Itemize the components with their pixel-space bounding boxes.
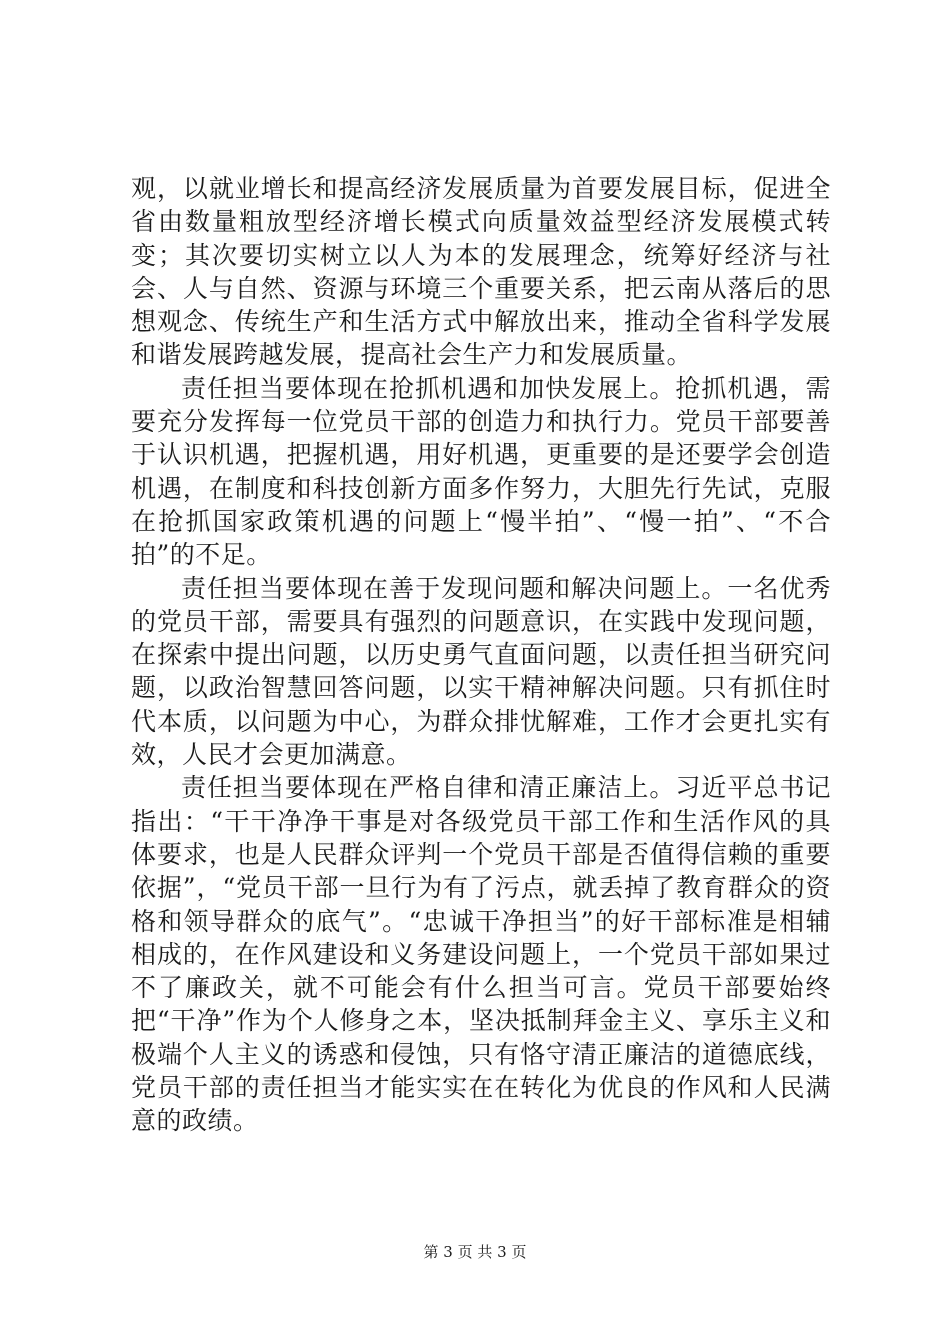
paragraph-3: 责任担当要体现在善于发现问题和解决问题上。一名优秀的党员干部，需要具有强烈的问题意识，在实践中发现问题，在探索中提出问题，以历史勇气直面问题，以责任担当研究问题，以政治智慧回答问题，以实干精神解决问题。只有抓住时代本质，以问题为中心，为群众排忧解难，工作才会更扎实有效，人民才会更加满意。 — [131, 573, 831, 770]
page-number-footer: 第 3 页 共 3 页 — [423, 1243, 527, 1261]
paragraph-4: 责任担当要体现在严格自律和清正廉洁上。习近平总书记指出：“干干净净干事是对各级党员干部工作和生活作风的具体要求，也是人民群众评判一个党员干部是否值得信赖的重要依据”，“党员干部一旦行为有了污点，就丢掉了教育群众的资格和领导群众的底气”。“忠诚干净担当”的好干部标准是相辅相成的，在作风建设和义务建设问题上，一个党员干部如果过不了廉政关，就不可能会有什么担当可言。党员干部要始终把“干净”作为个人修身之本，坚决抵制拜金主义、享乐主义和极端个人主义的诱惑和侵蚀，只有恪守清正廉洁的道德底线，党员干部的责任担当才能实实在在转化为优良的作风和人民满意的政绩。 — [131, 773, 831, 1136]
paragraph-1: 观，以就业增长和提高经济发展质量为首要发展目标，促进全省由数量粗放型经济增长模式向质量效益型经济发展模式转变；其次要切实树立以人为本的发展理念，统筹好经济与社会、人与自然、资源与环境三个重要关系，把云南从落后的思想观念、传统生产和生活方式中解放出来，推动全省科学发展和谐发展跨越发展，提高社会生产力和发展质量。 — [131, 174, 831, 370]
document-body — [131, 172, 831, 1138]
paragraph-2: 责任担当要体现在抢抓机遇和加快发展上。抢抓机遇，需要充分发挥每一位党员干部的创造力和执行力。党员干部要善于认识机遇，把握机遇，用好机遇，更重要的是还要学会创造机遇，在制度和科技创新方面多作努力，大胆先行先试，克服在抢抓国家政策机遇的问题上“慢半拍”、“慢一拍”、“不合拍”的不足。 — [131, 373, 831, 570]
